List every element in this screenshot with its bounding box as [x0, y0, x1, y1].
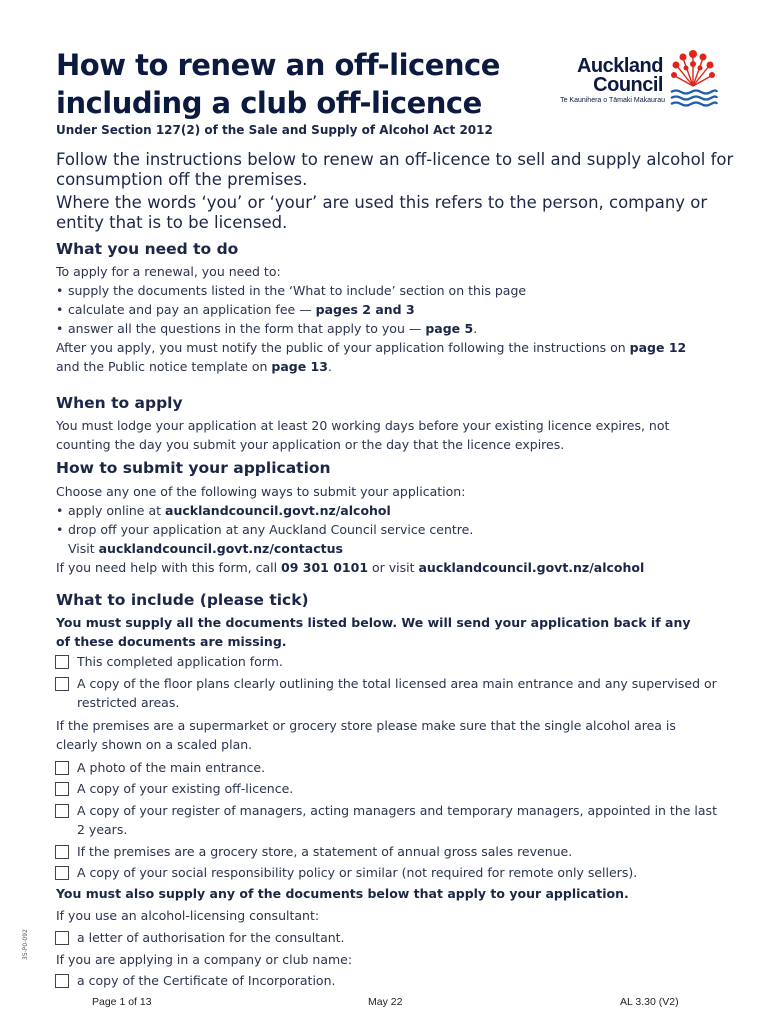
must-supply-line-1: You must supply all the documents listed below. We will send your application back if any — [56, 615, 691, 630]
checkbox-label-register-of-managers: A copy of your register of managers, acting managers and temporary managers, appointed in the last 2 years. — [77, 803, 717, 837]
help-line: If you need help with this form, call 09 301 0101 or visit aucklandcouncil.govt.nz/alcohol — [56, 560, 645, 575]
checkbox-register-of-managers[interactable] — [55, 804, 69, 818]
checkbox-label-main-entrance-photo: A photo of the main entrance. — [77, 760, 266, 775]
checkbox-main-entrance-photo[interactable] — [55, 761, 69, 775]
bullet-calculate-fee: • calculate and pay an application fee — pages 2 and 3 — [56, 300, 716, 319]
checkbox-label-application-form: This completed application form. — [77, 654, 283, 669]
what-to-do-section — [56, 262, 716, 376]
link-alcohol[interactable]: aucklandcouncil.govt.nz/alcohol — [165, 503, 391, 518]
intro-paragraph-1: Follow the instructions below to renew an off-licence to sell and supply alcohol for consumption off the premises. — [56, 150, 734, 189]
after-apply-line-1: After you apply, you must notify the public of your application following the instructions on page 12 — [56, 340, 687, 355]
checkbox-label-social-responsibility: A copy of your social responsibility policy or similar (not required for remote only sellers). — [77, 865, 638, 880]
link-contactus[interactable]: aucklandcouncil.govt.nz/contactus — [98, 541, 343, 556]
logo-name-line-2: Council — [593, 74, 663, 96]
side-form-code: 35-P0-092 — [22, 929, 29, 960]
bullet-apply-online: • apply online at aucklandcouncil.govt.nz/alcohol — [56, 501, 716, 520]
must-supply-notice — [56, 613, 716, 651]
checkbox-floor-plans[interactable] — [55, 677, 69, 691]
logo-tagline: Te Kaunihera o Tāmaki Makaurau — [560, 97, 665, 104]
checkbox-label-existing-licence: A copy of your existing off-licence. — [77, 781, 294, 796]
checkbox-application-form[interactable] — [55, 655, 69, 669]
when-section — [56, 416, 716, 454]
what-to-do-lead: To apply for a renewal, you need to: — [56, 264, 281, 279]
pohutukawa-flower-icon — [667, 48, 719, 108]
checkbox-social-responsibility[interactable] — [55, 866, 69, 880]
checkbox-label-consultant-letter: a letter of authorisation for the consultant. — [77, 930, 345, 945]
submit-section — [56, 482, 716, 577]
visit-contactus-line: Visit aucklandcouncil.govt.nz/contactus — [68, 541, 343, 556]
checkbox-label-certificate-incorporation: a copy of the Certificate of Incorporation. — [77, 973, 336, 988]
checkbox-certificate-incorporation[interactable] — [55, 974, 69, 988]
submit-lead: Choose any one of the following ways to submit your application: — [56, 484, 466, 499]
footer-date: May 22 — [368, 996, 403, 1008]
bullet-supply-documents: • supply the documents listed in the ‘What to include’ section on this page — [56, 281, 716, 300]
heading-what-to-include: What to include (please tick) — [56, 591, 309, 609]
heading-what-you-need-to-do: What you need to do — [56, 240, 239, 258]
supermarket-note-line-1: If the premises are a supermarket or grocery store please make sure that the single alcohol area is — [56, 718, 676, 733]
supermarket-note — [56, 716, 716, 754]
supermarket-note-line-2: clearly shown on a scaled plan. — [56, 737, 253, 752]
title-line-2: including a club off-licence — [56, 86, 482, 120]
bullet-drop-off: • drop off your application at any Auckland Council service centre. — [56, 520, 716, 539]
when-line-2: counting the day you submit your application or the day that the licence expires. — [56, 437, 565, 452]
consultant-lead: If you use an alcohol-licensing consultant: — [56, 908, 320, 923]
help-phone[interactable]: 09 301 0101 — [281, 560, 369, 575]
checkbox-consultant-letter[interactable] — [55, 931, 69, 945]
checkbox-label-gross-sales: If the premises are a grocery store, a statement of annual gross sales revenue. — [77, 844, 573, 859]
auckland-council-logo — [553, 48, 723, 110]
heading-how-to-submit: How to submit your application — [56, 459, 331, 477]
after-apply-line-2: and the Public notice template on page 13. — [56, 359, 332, 374]
footer-page-number: Page 1 of 13 — [92, 996, 152, 1008]
intro-paragraph-2: Where the words ‘you’ or ‘your’ are used this refers to the person, company or entity that is to be licensed. — [56, 193, 708, 232]
footer-form-code: AL 3.30 (V2) — [620, 996, 679, 1008]
checkbox-existing-licence[interactable] — [55, 782, 69, 796]
subtitle: Under Section 127(2) of the Sale and Supply of Alcohol Act 2012 — [56, 123, 493, 137]
logo-name-line-1: Auckland — [576, 55, 663, 77]
link-alcohol-help[interactable]: aucklandcouncil.govt.nz/alcohol — [418, 560, 645, 575]
company-lead: If you are applying in a company or club name: — [56, 952, 353, 967]
page-title — [56, 46, 500, 122]
must-supply-line-2: of these documents are missing. — [56, 634, 287, 649]
heading-when-to-apply: When to apply — [56, 394, 183, 412]
checkbox-label-floor-plans: A copy of the floor plans clearly outlining the total licensed area main entrance and any supervised or restricted areas. — [77, 676, 717, 710]
bullet-answer-questions: • answer all the questions in the form that apply to you — page 5. — [56, 319, 716, 338]
also-supply-notice: You must also supply any of the documents below that apply to your application. — [56, 886, 629, 901]
when-line-1: You must lodge your application at least 20 working days before your existing licence expires, not — [56, 418, 670, 433]
title-line-1: How to renew an off-licence — [56, 48, 500, 82]
checkbox-gross-sales[interactable] — [55, 845, 69, 859]
